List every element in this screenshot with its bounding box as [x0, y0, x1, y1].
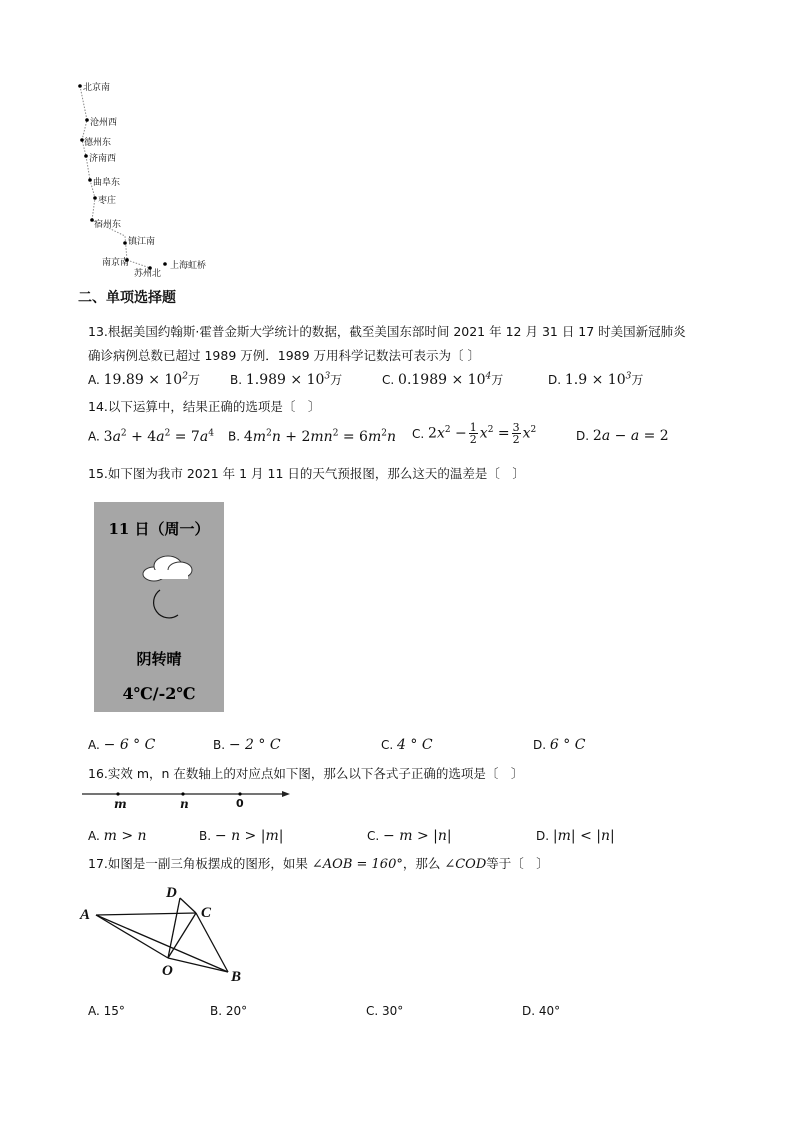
- expression: $2x^2$ − $\frac{1}{2}$ $x^2$ = $\frac{3}{2}$ $x^2$: [428, 421, 537, 446]
- point-n-label: n: [180, 797, 189, 811]
- option-b[interactable]: [228, 428, 396, 445]
- option-label: B.: [213, 738, 226, 752]
- point-d-label: D: [166, 885, 177, 901]
- question-stem: 14.以下运算中，结果正确的选项是〔 〕: [88, 399, 321, 414]
- coef: 1.9: [564, 372, 588, 388]
- option-d[interactable]: [536, 828, 615, 844]
- option-label: D.: [576, 429, 590, 443]
- option-value: 15°: [103, 1004, 125, 1018]
- expression: 2a − a = 2: [592, 428, 669, 444]
- station-label: 沧州西: [90, 118, 118, 128]
- option-a[interactable]: [88, 371, 200, 388]
- option-label: D.: [533, 738, 547, 752]
- base: 10: [306, 372, 325, 388]
- exponent: 2: [182, 371, 188, 382]
- option-label: C.: [366, 1004, 379, 1018]
- option-label: B.: [228, 429, 241, 444]
- option-b[interactable]: [213, 737, 281, 753]
- option-c[interactable]: [381, 737, 433, 753]
- option-value: − 6 ° C: [103, 737, 156, 753]
- coef: 1.989: [245, 372, 286, 388]
- station-label: 济南西: [89, 154, 117, 164]
- option-label: D.: [548, 373, 562, 387]
- option-label: A.: [88, 429, 100, 444]
- station-label: 德州东: [84, 138, 112, 148]
- times-sign: ×: [148, 372, 160, 388]
- stem-text: 等于〔 〕: [486, 856, 549, 871]
- unit: 万: [330, 373, 343, 387]
- option-a[interactable]: [88, 828, 147, 844]
- point-a-label: A: [80, 907, 91, 923]
- point-zero-label: 0: [236, 797, 244, 810]
- option-label: B.: [199, 829, 212, 843]
- expression: m > n: [103, 828, 147, 844]
- option-label: C.: [412, 426, 425, 441]
- option-value: 40°: [538, 1004, 561, 1018]
- option-label: D.: [522, 1004, 536, 1018]
- exponent: 3: [625, 371, 632, 382]
- option-label: A.: [88, 1004, 100, 1018]
- option-a[interactable]: [88, 428, 214, 445]
- times-sign: ×: [451, 372, 464, 388]
- question-stem: 13.根据美国约翰斯·霍普金斯大学统计的数据，截至美国东部时间 2021 年 12 月 31 日 17 时美国新冠肺炎: [88, 324, 686, 339]
- station-label: 镇江南: [128, 237, 156, 247]
- expression: − m > |n|: [383, 828, 452, 844]
- weather-card: [94, 502, 224, 712]
- weather-date: 11 日（周一）: [108, 520, 210, 538]
- option-value: 30°: [382, 1004, 404, 1018]
- exponent: 3: [324, 371, 331, 382]
- station-label: 南京南: [102, 258, 130, 268]
- times-sign: ×: [591, 372, 604, 388]
- option-label: A.: [88, 738, 100, 752]
- stem-math: ∠AOB = 160°: [311, 857, 403, 872]
- option-label: C.: [367, 829, 380, 843]
- option-label: B.: [210, 1004, 223, 1018]
- station-label: 北京南: [83, 83, 111, 93]
- option-label: D.: [536, 829, 550, 843]
- option-label: C.: [382, 373, 395, 387]
- option-b[interactable]: [199, 828, 283, 844]
- option-label: C.: [381, 738, 394, 752]
- station-label: 苏州北: [134, 269, 162, 279]
- point-c-label: C: [201, 905, 212, 921]
- base: 10: [607, 372, 626, 388]
- point-b-label: B: [231, 969, 242, 985]
- option-d[interactable]: [522, 1004, 560, 1018]
- option-b[interactable]: [210, 1004, 247, 1018]
- stem-text: 17.如图是一副三角板摆成的图形，如果: [88, 856, 308, 871]
- cloud-moon-icon: [138, 550, 198, 624]
- exponent: 4: [485, 371, 492, 382]
- stem-math: ∠COD: [444, 857, 487, 872]
- question-stem: 16.实效 m，n 在数轴上的对应点如下图，那么以下各式子正确的选项是〔 〕: [88, 766, 524, 781]
- expression: $3a^2 + 4a^2 = 7a^4$: [103, 428, 214, 445]
- option-b[interactable]: [230, 371, 342, 388]
- stem-text: ，那么: [402, 856, 441, 871]
- weather-temp: 4℃/-2℃: [122, 684, 196, 703]
- option-value: 6 ° C: [549, 737, 586, 753]
- unit: 万: [187, 373, 200, 387]
- station-label: 曲阜东: [93, 178, 121, 188]
- option-d[interactable]: [533, 737, 585, 753]
- coef: 19.89: [103, 372, 144, 388]
- section-title: 二、单项选择题: [78, 290, 176, 306]
- station-label: 宿州东: [94, 220, 122, 230]
- option-c[interactable]: [366, 1004, 403, 1018]
- point-o-label: O: [162, 963, 173, 979]
- question-stem: 确诊病例总数已超过 1989 万例．1989 万用科学记数法可表示为〔 〕: [88, 348, 481, 363]
- unit: 万: [491, 373, 504, 387]
- option-value: 4 ° C: [397, 737, 433, 753]
- base: 10: [467, 372, 486, 388]
- unit: 万: [631, 373, 644, 387]
- option-label: A.: [88, 373, 100, 387]
- option-c[interactable]: [367, 828, 452, 844]
- weather-status: 阴转晴: [136, 650, 182, 668]
- expression: − n > |m|: [214, 828, 284, 844]
- coef: 0.1989: [398, 372, 448, 388]
- expression: $4m^2n + 2mn^2 = 6m^2n$: [243, 428, 397, 445]
- option-a[interactable]: [88, 1004, 125, 1018]
- station-label: 枣庄: [98, 196, 117, 206]
- times-sign: ×: [290, 372, 303, 388]
- option-value: 20°: [225, 1004, 248, 1018]
- question-stem: 15.如下图为我市 2021 年 1 月 11 日的天气预报图，那么这天的温差是〔 〕: [88, 466, 525, 481]
- option-c[interactable]: [412, 422, 536, 445]
- base: 10: [164, 372, 183, 388]
- option-a[interactable]: [88, 737, 155, 753]
- expression: |m| < |n|: [552, 828, 615, 844]
- option-label: A.: [88, 829, 100, 843]
- option-d[interactable]: [548, 371, 643, 388]
- question-stem: [88, 854, 549, 872]
- option-value: − 2 ° C: [228, 737, 281, 753]
- point-m-label: m: [114, 797, 127, 811]
- station-label: 上海虹桥: [170, 261, 207, 271]
- option-d[interactable]: [576, 428, 669, 444]
- option-label: B.: [230, 373, 243, 387]
- option-c[interactable]: [382, 371, 503, 388]
